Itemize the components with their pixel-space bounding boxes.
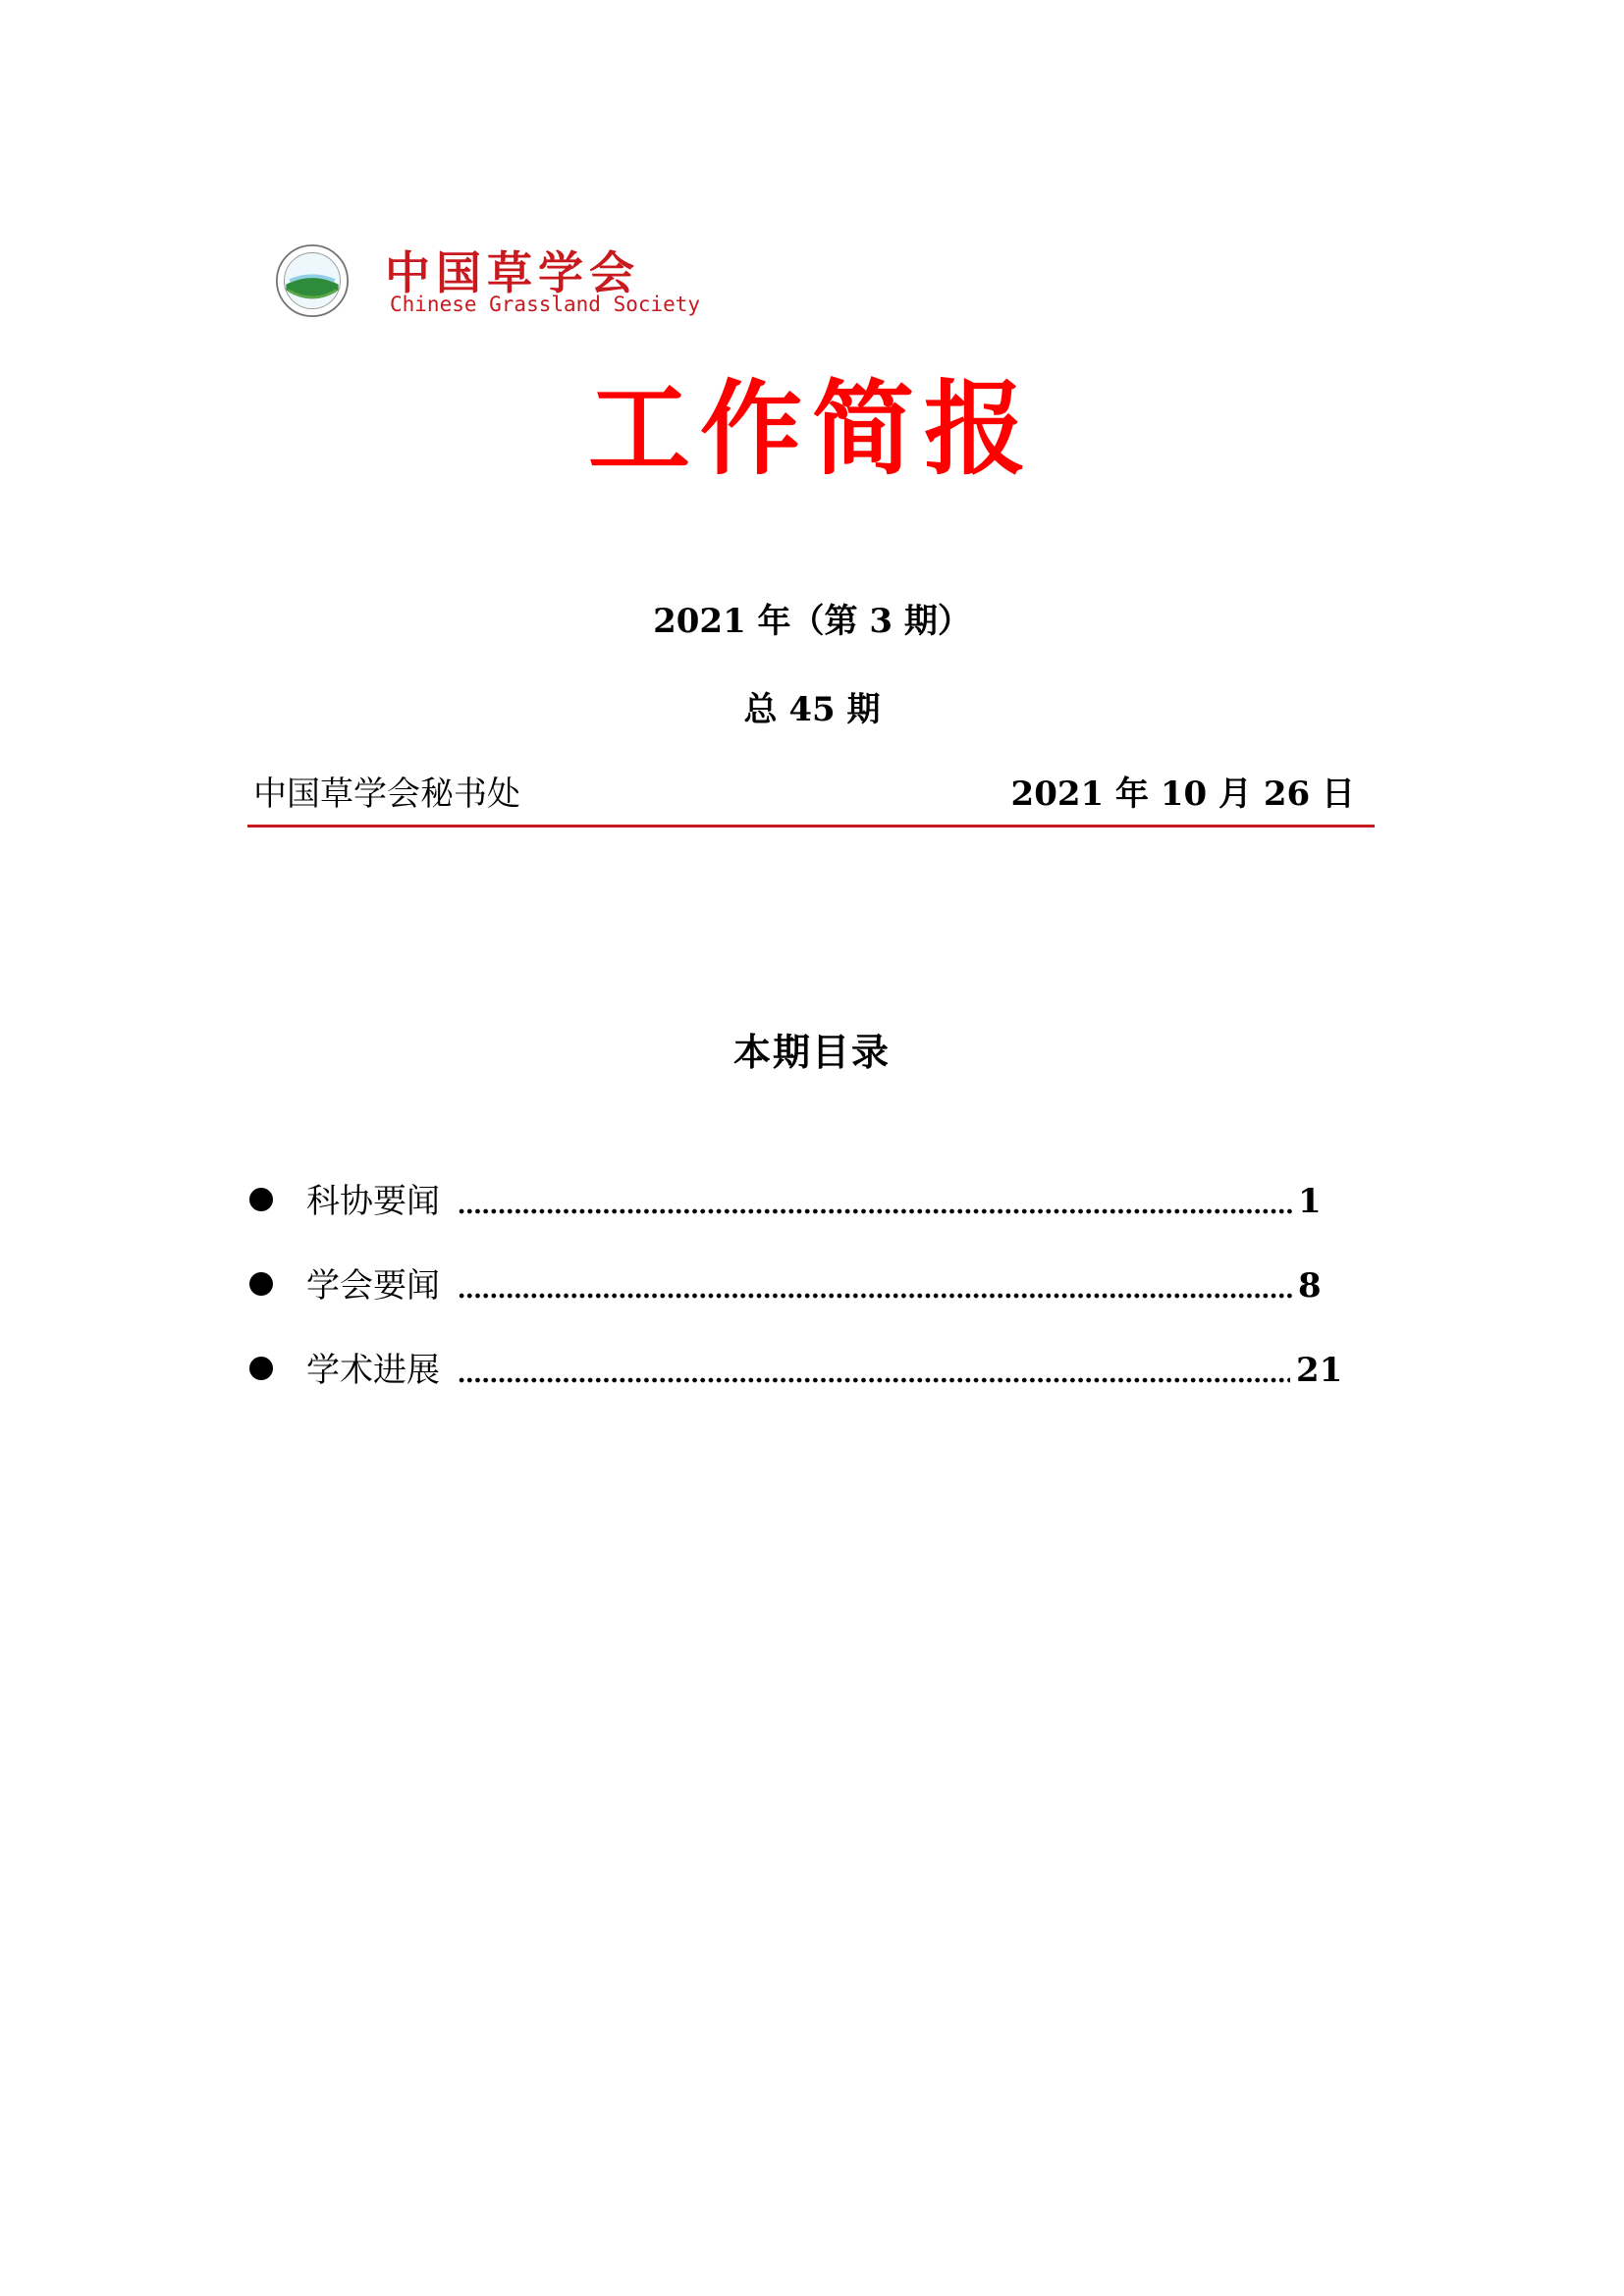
dot-leader	[458, 1292, 1292, 1300]
bullet-icon	[249, 1357, 273, 1380]
society-emblem-icon	[275, 243, 350, 318]
total-issue-number: 总 45 期	[743, 690, 881, 729]
toc-item-page: 1	[1298, 1182, 1322, 1221]
issuer-row	[247, 774, 1375, 825]
issuer-org: 中国草学会秘书处	[253, 774, 520, 814]
bullet-icon	[249, 1272, 273, 1296]
issue-number: 2021 年（第 3 期）	[653, 602, 971, 641]
toc-item-label: 科协要闻	[306, 1182, 440, 1221]
dot-leader	[458, 1207, 1292, 1215]
issue-date: 2021 年 10 月 26 日	[1010, 774, 1355, 814]
society-logo	[275, 236, 707, 326]
dot-leader	[458, 1376, 1290, 1384]
toc-title: 本期目录	[732, 1031, 891, 1074]
logo-name-cn: 中国草学会	[385, 246, 640, 299]
toc-item-label: 学会要闻	[306, 1266, 440, 1306]
toc-item-3[interactable]	[247, 1347, 1357, 1394]
page-title: 工作简报	[587, 369, 1036, 489]
toc-item-page: 21	[1296, 1351, 1343, 1390]
bullet-icon	[249, 1188, 273, 1211]
toc-item-label: 学术进展	[306, 1351, 440, 1390]
logo-name-en: Chinese Grassland Society	[390, 293, 701, 316]
header-divider	[247, 825, 1375, 828]
toc-item-2[interactable]	[247, 1262, 1357, 1309]
toc-item-page: 8	[1298, 1266, 1322, 1306]
toc-item-1[interactable]	[247, 1178, 1357, 1225]
